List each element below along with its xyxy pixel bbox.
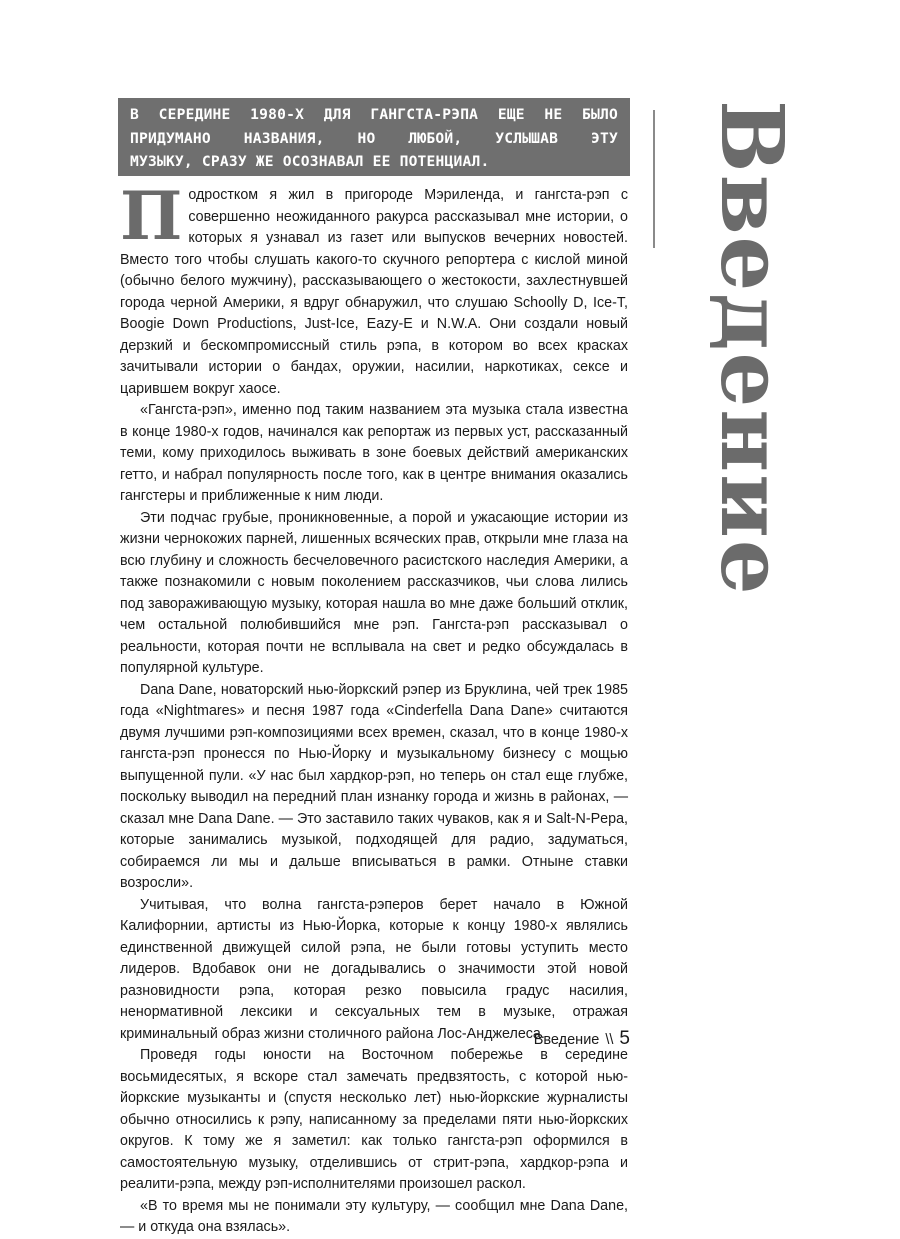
lead-line: В СЕРЕДИНЕ 1980-Х ДЛЯ ГАНГСТА-РЭПА ЕЩЕ НЕ БЫЛО: [130, 106, 618, 123]
footer-section: Введение: [533, 1032, 600, 1048]
lead-line: ПРИДУМАНО НАЗВАНИЯ, НО ЛЮБОЙ, УСЛЫШАВ ЭТУ: [130, 129, 618, 147]
lead-banner: [118, 98, 630, 176]
footer-separator: \\: [605, 1032, 614, 1048]
chapter-title: Введение: [701, 100, 802, 597]
paragraph-1-text: одростком я жил в пригороде Мэриленда, и гангста-рэп с совершенно неожиданного ракурса рассказывал мне истории, о которых я узнавал из газет или выпусков вечерних новостей. Вместо того чтобы слушать какого-то скучного репортера с кислой миной (обычно белого мужчину), рассказывающего о жестокости, захлестнувшей города черной Америки, я вдруг обнаружил, что слушаю Schoolly D, Ice-T, Boogie Down Productions, Just-Ice, Eazy-E и N.W.A. Они создали новый дерзкий и бескомпромиссный стиль рэпа, в котором во всех красках зачитывали истории о бандах, оружии, насилии, наркотиках, сексе и царившем вокруг хаосе.: [120, 187, 628, 397]
paragraph-1: [120, 177, 628, 400]
lead-line: МУЗЫКУ, СРАЗУ ЖЕ ОСОЗНАВАЛ ЕЕ ПОТЕНЦИАЛ.: [130, 153, 490, 170]
drop-cap: П: [120, 177, 183, 255]
paragraph-5: Учитывая, что волна гангста-рэперов берет начало в Южной Калифорнии, артисты из Нью-Йорка, которые к концу 1980-х являлись единственной движущей силой рэпа, не были готовы уступить место лидеров. Вдобавок они не догадывались о значимости этой новой разновидности рэпа, которая резко повысила градус насилия, ненормативной лексики и сексуальных тем в музыке, отражая криминальный образ жизни столичного района Лос-Анджелеса.: [120, 896, 628, 1042]
paragraph-7: «В то время мы не понимали эту культуру, — сообщил мне Dana Dane, — и откуда она взялась».: [120, 1197, 628, 1235]
page-number: 5: [619, 1028, 630, 1049]
vertical-rule: [653, 110, 655, 248]
paragraph-6: Проведя годы юности на Восточном побережье в середине восьмидесятых, я вскоре стал замечать предвзятость, с которой нью-йоркские музыканты и (спустя несколько лет) нью-йоркские журналисты обычно относились к рэпу, написанному за пределами пяти нью-йоркских округов. К тому же я заметил: как только гангста-рэп оформился в самостоятельную музыку, отделившись от стрит-рэпа, хардкор-рэпа и реалити-рэпа, между рэп-исполнителями произошел раскол.: [120, 1047, 628, 1192]
paragraph-3: Эти подчас грубые, проникновенные, а порой и ужасающие истории из жизни чернокожих парней, лишенных всяческих прав, открыли мне глаза на всю глубину и сложность бесчеловечного расистского наследия Америки, а также познакомили с новым поколением рассказчиков, чьи слова лились под завораживающую музыку, которая нашла во мне даже больший отклик, чем остальной полюбившийся мне рэп. Гангста-рэп рассказывал о реальности, которая почти не всплывала на свет и редко обсуждалась в популярной культуре.: [120, 509, 628, 676]
paragraph-4: Dana Dane, новаторский нью-йоркский рэпер из Бруклина, чей трек 1985 года «Nightmares» и песня 1987 года «Cinderfella Dana Dane» считаются двумя лучшими рэп-композициями всех времен, сказал, что в конце 1980-х гангста-рэп пронесся по Нью-Йорку и музыкальному бизнесу с мощью выпущенной пули. «У нас был хардкор-рэп, но теперь он стал еще глубже, поскольку выводил на передний план изнанку города и жизнь в районах, — сказал мне Dana Dane. — Это заставило таких чуваков, как я и Salt-N-Pepa, которые занимались музыкой, подходящей для радио, задуматься, собираемся ли мы и дальше вписываться в рамки. Отныне ставки возросли».: [120, 681, 628, 891]
paragraph-2: «Гангста-рэп», именно под таким названием эта музыка стала известна в конце 1980-х годов, начинался как репортаж из первых уст, рассказанный теми, кому приходилось выживать в зоне боевых действий американских гетто, и набрал популярность после того, как в центре внимания оказались гангстеры и приближенные к ним люди.: [120, 402, 628, 504]
page-footer: [470, 1026, 630, 1052]
body-text: [120, 177, 628, 1239]
